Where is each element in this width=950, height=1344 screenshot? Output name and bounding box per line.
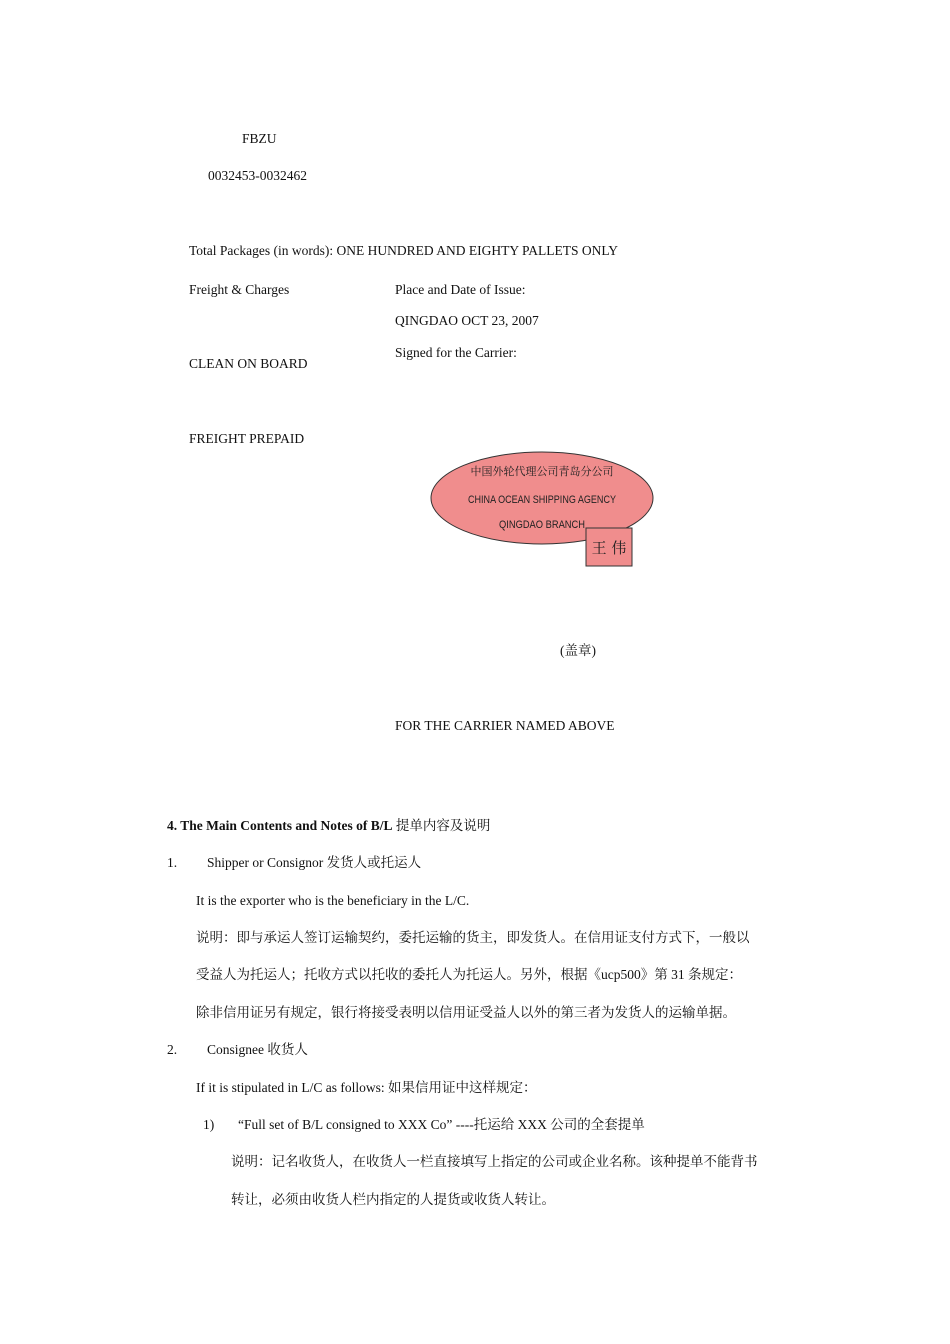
section-number: 4: [167, 818, 174, 833]
item-2-title: Consignee 收货人: [207, 1042, 308, 1057]
signature-text: 王 伟: [591, 539, 627, 557]
freight-charges-label: Freight & Charges: [189, 282, 290, 297]
item-1-number: 1.: [167, 855, 178, 870]
signed-for-carrier: Signed for the Carrier:: [395, 345, 517, 360]
stamp-line-en-1: CHINA OCEAN SHIPPING AGENCY: [468, 494, 617, 506]
section-title-en: The Main Contents and Notes of B/L: [180, 818, 393, 833]
item-1-desc: It is the exporter who is the beneficiary in the L/C.: [196, 893, 470, 908]
item-1-note-line: 受益人为托运人；托收方式以托收的委托人为托运人。另外，根据《ucp500》第 31 条规定：: [196, 967, 742, 982]
carrier-named-above: FOR THE CARRIER NAMED ABOVE: [395, 718, 615, 733]
subitem-number: 1): [203, 1117, 215, 1132]
place-date-value: QINGDAO OCT 23, 2007: [395, 313, 539, 328]
section-dot: .: [173, 818, 181, 833]
item-2-desc: If it is stipulated in L/C as follows: 如果信用证中这样规定：: [196, 1080, 537, 1095]
section-title-cn: 提单内容及说明: [395, 818, 491, 833]
item-1-note-line: 说明：即与承运人签订运输契约，委托运输的货主，即发货人。在信用证支付方式下，一般以: [196, 930, 750, 945]
item-1-title: Shipper or Consignor 发货人或托运人: [207, 855, 422, 870]
seal-note: (盖章): [560, 643, 596, 658]
item-2-number: 2.: [167, 1042, 178, 1057]
subitem-note-line: 转让，必须由收货人栏内指定的人提货或收货人转让。: [231, 1192, 555, 1207]
freight-prepaid: FREIGHT PREPAID: [189, 431, 305, 446]
place-date-label: Place and Date of Issue:: [395, 282, 526, 297]
subitem-text: “Full set of B/L consigned to XXX Co” ----托运给 XXX 公司的全套提单: [238, 1117, 645, 1132]
container-prefix: FBZU: [242, 131, 277, 146]
subitem-note-line: 说明：记名收货人，在收货人一栏直接填写上指定的公司或企业名称。该种提单不能背书: [231, 1154, 758, 1169]
stamp-line-en-2: QINGDAO BRANCH: [499, 519, 586, 531]
clean-on-board: CLEAN ON BOARD: [189, 356, 308, 371]
company-stamp: [430, 448, 656, 568]
total-packages: Total Packages (in words): ONE HUNDRED AND EIGHTY PALLETS ONLY: [189, 243, 619, 258]
item-1-note-line: 除非信用证另有规定，银行将接受表明以信用证受益人以外的第三者为发货人的运输单据。: [196, 1005, 736, 1020]
stamp-line-cn: 中国外轮代理公司青岛分公司: [470, 465, 614, 478]
section-heading: [167, 818, 490, 834]
container-numbers: 0032453-0032462: [208, 168, 307, 183]
